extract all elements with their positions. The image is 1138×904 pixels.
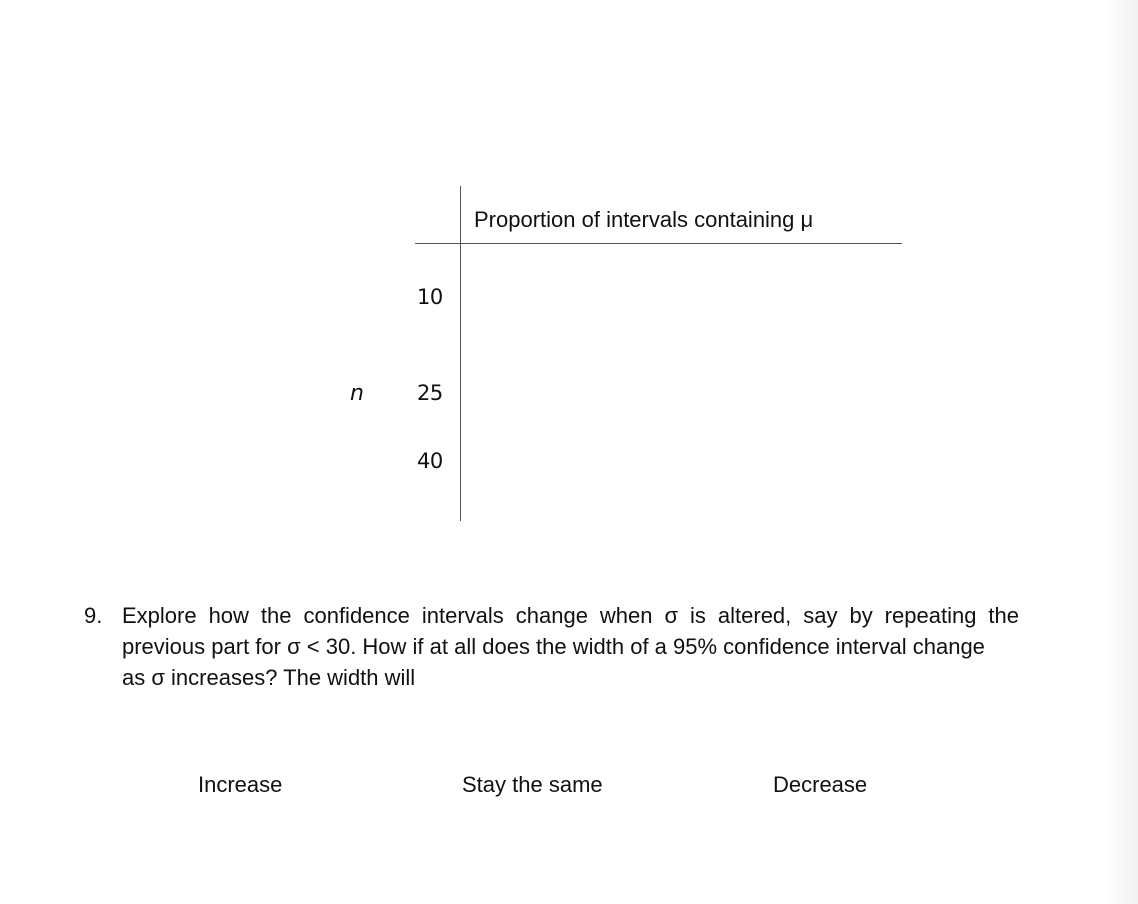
page-edge-shadow [1104,0,1138,904]
option-decrease[interactable]: Decrease [773,772,868,797]
row-label-40: 40 [417,449,443,473]
option-stay-the-same[interactable]: Stay the same [462,772,603,797]
table-vertical-rule [460,186,461,521]
row-label-10: 10 [417,285,443,309]
table-column-header: Proportion of intervals containing μ [474,207,814,232]
question-number: 9. [84,603,103,628]
option-increase[interactable]: Increase [198,772,283,797]
row-variable-label: n [350,381,364,406]
question-text-body: Explore how the confidence intervals change when σ is altered, say by repeating the previous part for σ < 30. How if at all does the width of a 95% confidence interval change [122,603,1019,659]
row-label-25: 25 [417,381,443,405]
question-text [122,600,1019,693]
question-text-last-line: as σ increases? The width will [122,665,416,690]
table-horizontal-rule [415,243,902,244]
